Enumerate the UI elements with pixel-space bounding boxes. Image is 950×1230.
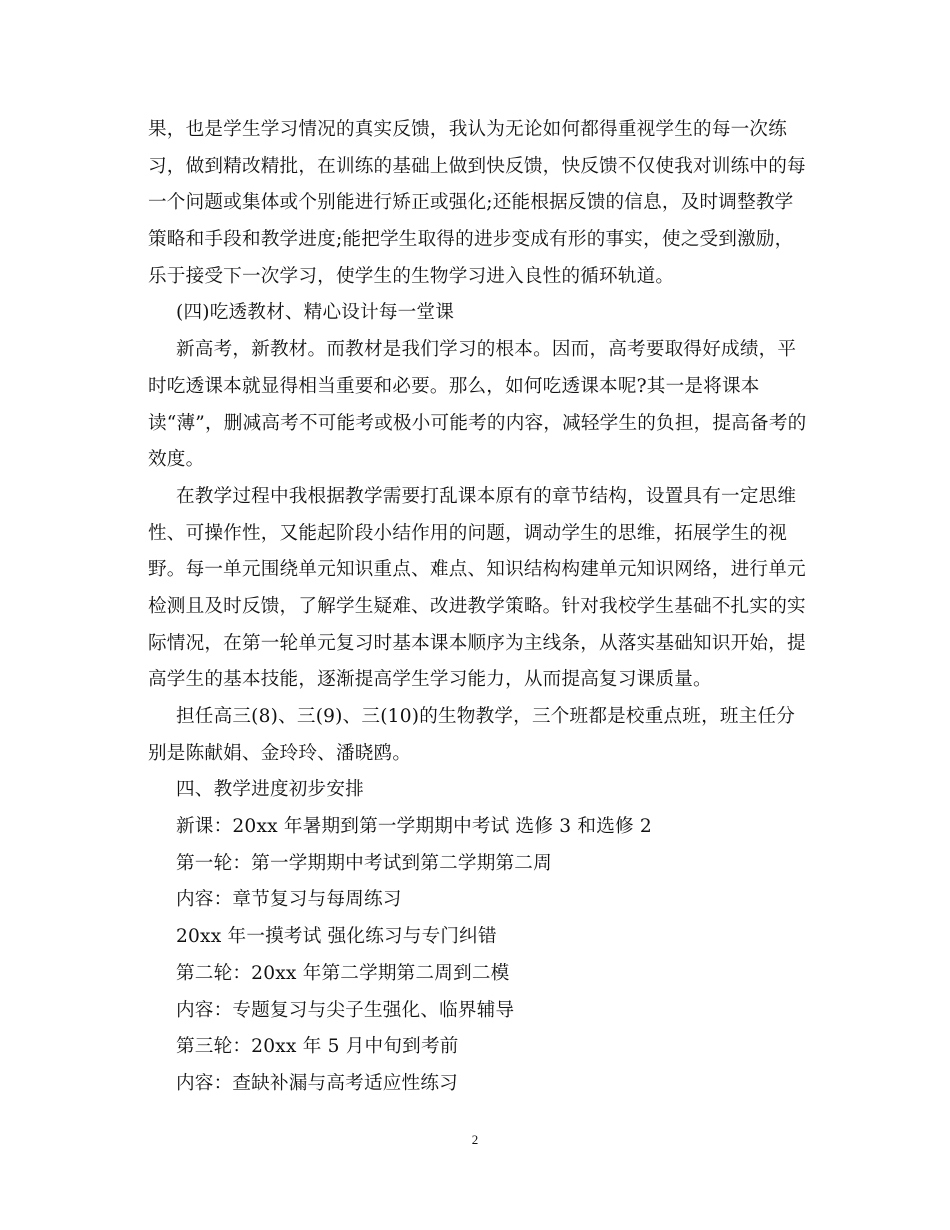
paragraph-line: 检测且及时反馈，了解学生疑难、改进教学策略。针对我校学生基础不扎实的实 bbox=[148, 595, 806, 617]
paragraph-line: 一个问题或集体或个别能进行矫正或强化;还能根据反馈的信息，及时调整教学 bbox=[148, 192, 794, 214]
paragraph-line: 策略和手段和教学进度;能把学生取得的进步变成有形的事实，使之受到激励， bbox=[148, 229, 794, 251]
section-heading: 四、教学进度初步安排 bbox=[176, 779, 364, 801]
paragraph-line: 读“薄”，删减高考不可能考或极小可能考的内容，减轻学生的负担，提高备考的 bbox=[148, 412, 807, 434]
paragraph-line: 乐于接受下一次学习，使学生的生物学习进入良性的循环轨道。 bbox=[148, 265, 675, 287]
page-number: 2 bbox=[471, 1132, 479, 1147]
document-body bbox=[148, 112, 808, 1103]
paragraph-line: 担任高三(8)、三(9)、三(10)的生物教学，三个班都是校重点班，班主任分 bbox=[176, 706, 796, 727]
section-heading: (四)吃透教材、精心设计每一堂课 bbox=[176, 302, 455, 324]
paragraph-line: 果，也是学生学习情况的真实反馈，我认为无论如何都得重视学生的每一次练 bbox=[148, 119, 787, 140]
schedule-line: 内容：章节复习与每周练习 bbox=[176, 889, 402, 911]
paragraph-line: 习，做到精改精批，在训练的基础上做到快反馈，快反馈不仅使我对训练中的每 bbox=[148, 155, 806, 177]
paragraph-line: 在教学过程中我根据教学需要打乱课本原有的章节结构，设置具有一定思维 bbox=[176, 485, 797, 507]
paragraph-line: 新高考，新教材。而教材是我们学习的根本。因而，高考要取得好成绩，平 bbox=[176, 339, 797, 361]
paragraph-line: 野。每一单元围绕单元知识重点、难点、知识结构构建单元知识网络，进行单元 bbox=[148, 559, 806, 581]
paragraph-line: 际情况，在第一轮单元复习时基本课本顺序为主线条，从落实基础知识开始，提 bbox=[148, 632, 806, 654]
paragraph-line: 高学生的基本技能，逐渐提高学生学习能力，从而提高复习课质量。 bbox=[148, 669, 712, 691]
schedule-line: 新课：20xx 年暑期到第一学期期中考试 选修 3 和选修 2 bbox=[176, 816, 652, 838]
schedule-line: 第一轮：第一学期期中考试到第二学期第二周 bbox=[176, 852, 552, 874]
paragraph-line: 效度。 bbox=[148, 449, 205, 471]
paragraph-line: 时吃透课本就显得相当重要和必要。那么，如何吃透课本呢?其一是将课本 bbox=[148, 375, 760, 397]
schedule-line: 内容：查缺补漏与高考适应性练习 bbox=[176, 1072, 458, 1094]
schedule-line: 内容：专题复习与尖子生强化、临界辅导 bbox=[176, 999, 515, 1021]
schedule-line: 第三轮：20xx 年 5 月中旬到考前 bbox=[176, 1036, 459, 1058]
schedule-line: 20xx 年一摸考试 强化练习与专门纠错 bbox=[176, 926, 497, 948]
paragraph-line: 性、可操作性，又能起阶段小结作用的问题，调动学生的思维，拓展学生的视 bbox=[148, 522, 787, 544]
schedule-line: 第二轮：20xx 年第二学期第二周到二模 bbox=[176, 962, 510, 984]
paragraph-line: 别是陈献娟、金玲玲、潘晓鸥。 bbox=[148, 742, 412, 764]
